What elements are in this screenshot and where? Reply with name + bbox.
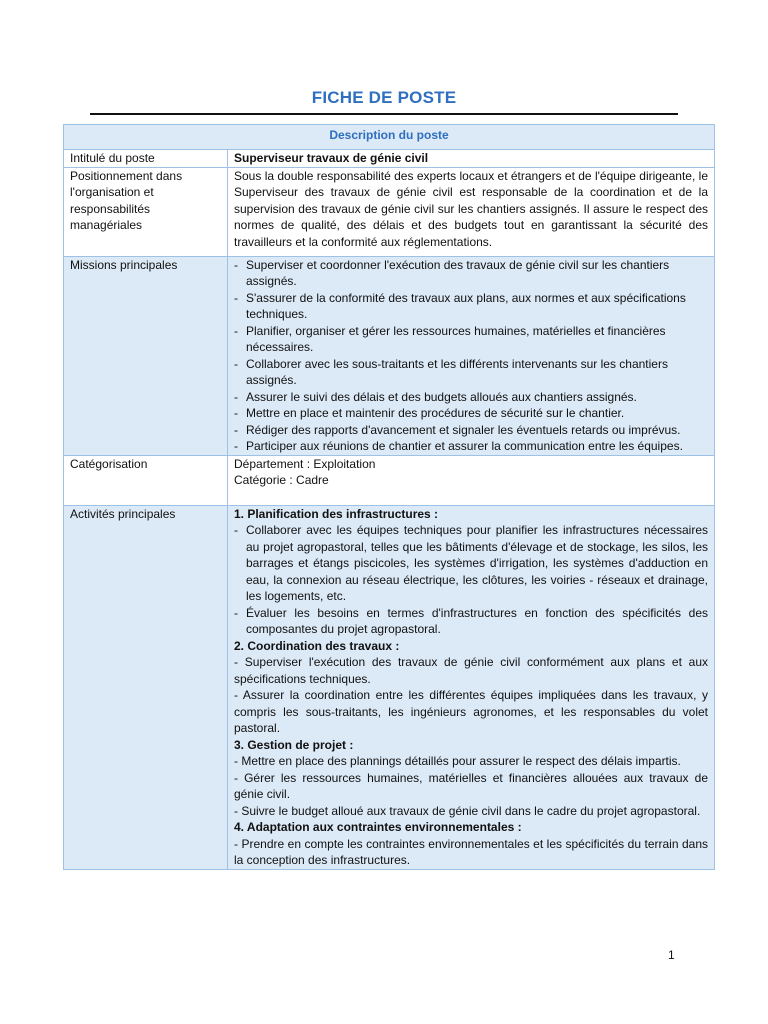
activity-heading: 2. Coordination des travaux : [234, 638, 400, 653]
activity-line: - Prendre en compte les contraintes environnementales et les spécificités du terrain dans la conception des infrastructures. [234, 836, 708, 867]
document-title: FICHE DE POSTE [311, 88, 457, 107]
list-item: - Collaborer avec les équipes techniques pour planifier les infrastructures nécessaires au projet agropastoral, telles que les bâtiments d'élevage et de stockage, les silos, les barrages et étangs piscicoles, les systèmes d'irrigation, les systèmes d'adduction en eau, la connexion au réseau électrique, les clôtures, les voiries - réseaux et drainage, les logements, etc. [234, 522, 708, 605]
page-number: 1 [668, 948, 675, 962]
activity-heading: 4. Adaptation aux contraintes environnementales : [234, 820, 522, 834]
list-item: - Assurer le suivi des délais et des budgets alloués aux chantiers assignés. [234, 389, 708, 406]
section-header: Description du poste [64, 125, 715, 150]
label-activites: Activités principales [64, 505, 228, 869]
row-categorisation [64, 455, 715, 505]
activity-list [234, 522, 708, 638]
list-item: - Mettre en place et maintenir des procédures de sécurité sur le chantier. [234, 405, 708, 422]
departement-line: Département : Exploitation [234, 456, 376, 471]
list-item: - Superviser et coordonner l'exécution des travaux de génie civil sur les chantiers assignés. [234, 257, 708, 290]
value-activites [228, 505, 715, 869]
list-item: - Rédiger des rapports d'avancement et signaler les éventuels retards ou imprévus. [234, 422, 708, 439]
activity-heading: 1. Planification des infrastructures : [234, 506, 439, 521]
list-item: - Participer aux réunions de chantier et assurer la communication entre les équipes. [234, 438, 708, 455]
activity-line: - Suivre le budget alloué aux travaux de génie civil dans le cadre du projet agropastoral. [234, 803, 701, 818]
categorie-line: Catégorie : Cadre [234, 473, 329, 487]
activity-line: - Superviser l'exécution des travaux de génie civil conformément aux plans et aux spécifications techniques. [234, 655, 708, 686]
row-activites [64, 505, 715, 869]
missions-list [234, 257, 708, 455]
list-item: - S'assurer de la conformité des travaux aux plans, aux normes et aux spécifications techniques. [234, 290, 708, 323]
job-title-value: Superviseur travaux de génie civil [234, 151, 429, 165]
list-item: - Collaborer avec les sous-traitants et les différents intervenants sur les chantiers assignés. [234, 356, 708, 389]
list-item: - Planifier, organiser et gérer les ressources humaines, matérielles et financières nécessaires. [234, 323, 708, 356]
label-positionnement: Positionnement dans l'organisation et responsabilités managériales [64, 167, 228, 256]
value-intitule [228, 150, 715, 168]
job-description-table [63, 124, 715, 870]
row-positionnement [64, 167, 715, 256]
activity-line: - Mettre en place des plannings détaillés pour assurer le respect des délais impartis. [234, 754, 681, 768]
label-categorisation: Catégorisation [64, 455, 228, 505]
value-missions [228, 256, 715, 455]
activity-line: - Gérer les ressources humaines, matérielles et financières allouées aux travaux de génie civil. [234, 770, 708, 801]
row-intitule [64, 150, 715, 168]
row-missions [64, 256, 715, 455]
label-intitule: Intitulé du poste [64, 150, 228, 168]
activity-heading: 3. Gestion de projet : [234, 737, 354, 752]
activity-line: - Assurer la coordination entre les différentes équipes impliquées dans les travaux, y compris les sous-traitants, les ingénieurs agronomes, et les responsables du volet pastoral. [234, 688, 708, 735]
label-missions: Missions principales [64, 256, 228, 455]
value-positionnement: Sous la double responsabilité des experts locaux et étrangers et de l'équipe dirigeante, le Superviseur des travaux de génie civil est responsable de la coordination et de la supervision des travaux de génie civil sur les chantiers assignés. Il assure le respect des normes de qualité, des délais et des budgets tout en garantissant la sécurité des travailleurs et la conformité aux réglementations. [228, 167, 715, 256]
list-item: - Évaluer les besoins en termes d'infrastructures en fonction des spécificités des composantes du projet agropastoral. [234, 605, 708, 638]
value-categorisation [228, 455, 715, 505]
title-underline [90, 113, 678, 115]
